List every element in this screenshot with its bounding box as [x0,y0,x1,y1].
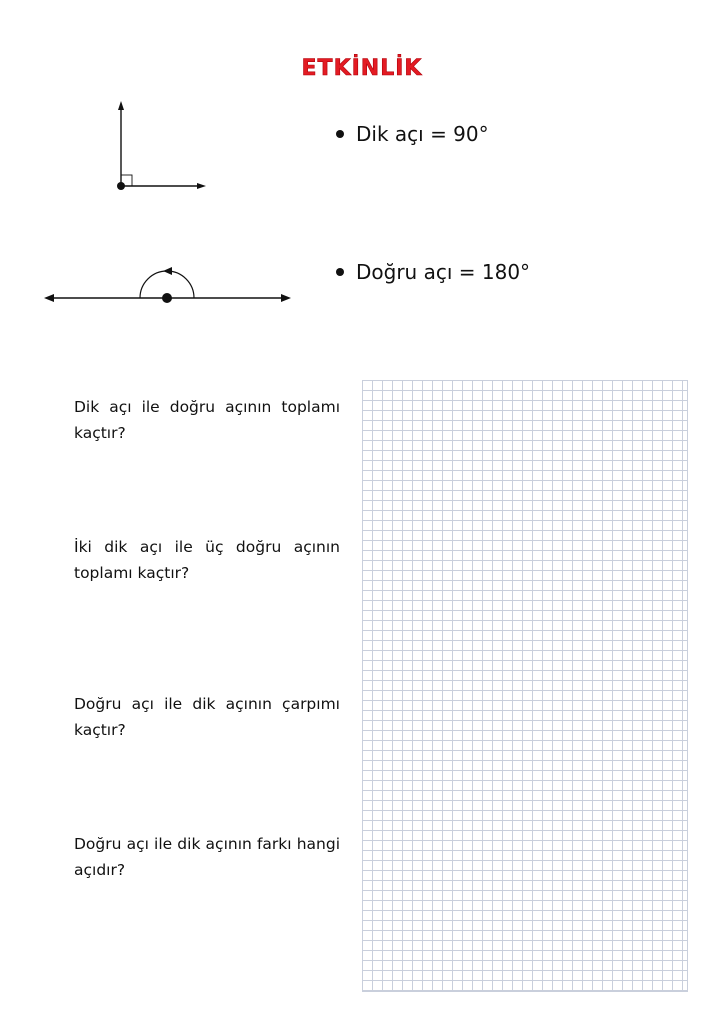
arc-arrow-head [163,267,172,275]
fact-text: Doğru açı = 180° [356,260,531,284]
fact-straight-angle [336,260,530,284]
page-title: ETKİNLİK [301,56,423,81]
arrow-head-right [197,183,206,189]
straight-angle-figure [40,260,295,315]
arrow-head-left [44,294,54,302]
right-angle-figure [100,95,215,195]
fact-right-angle [336,122,489,146]
question-4: Doğru açı ile dik açının farkı hangi açıdır? [74,835,340,879]
question-3: Doğru açı ile dik açının çarpımı kaçtır? [74,695,340,739]
grid-answer-area[interactable] [362,380,688,992]
fact-text: Dik açı = 90° [356,122,489,146]
arrow-head-right [281,294,291,302]
bullet-icon [336,130,344,138]
question-2: İki dik açı ile üç doğru açının toplamı kaçtır? [74,538,340,582]
bullet-icon [336,268,344,276]
vertex-point [117,182,125,190]
question-1: Dik açı ile doğru açının toplamı kaçtır? [74,398,340,442]
vertex-point [162,293,172,303]
arrow-head-up [118,101,124,110]
